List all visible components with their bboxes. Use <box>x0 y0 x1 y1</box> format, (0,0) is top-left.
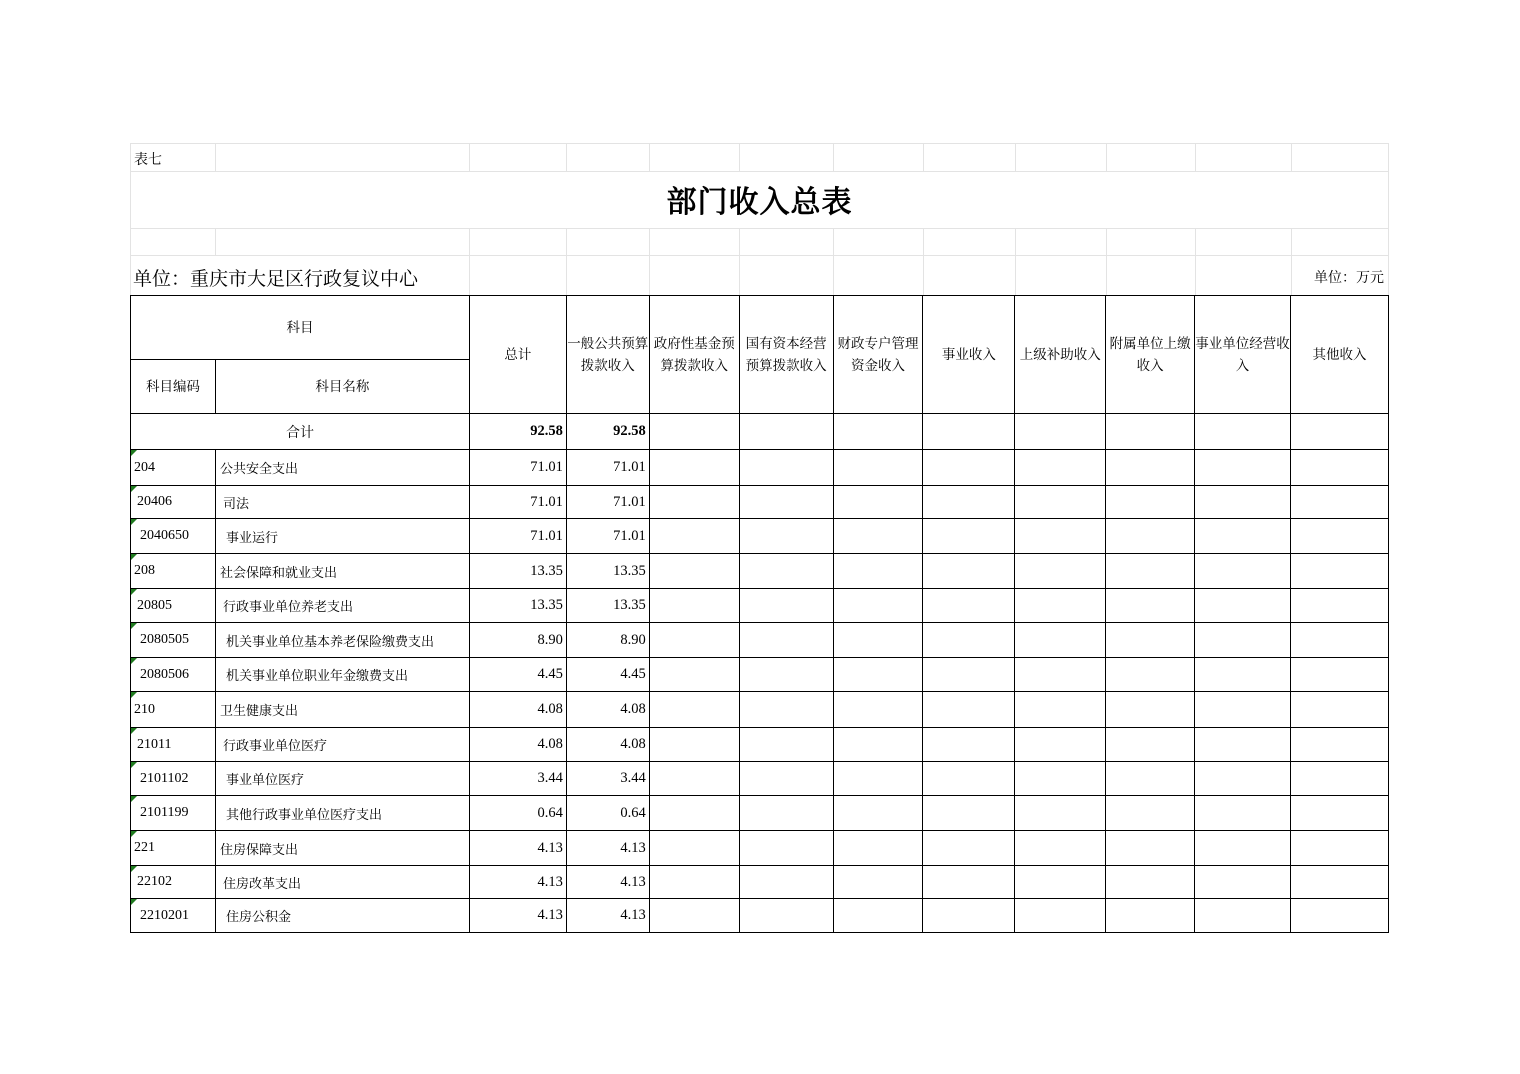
empty-cell <box>1106 899 1195 933</box>
header-state-capital: 国有资本经营预算拨款收入 <box>739 296 833 414</box>
cell-marker-icon <box>131 658 137 664</box>
cell-marker-icon <box>131 762 137 768</box>
empty-cell <box>833 692 923 728</box>
table-row <box>131 866 1389 899</box>
total-row <box>131 414 1389 450</box>
table-row <box>131 450 1389 486</box>
empty-cell <box>1291 831 1389 866</box>
subject-code: 21011 <box>137 736 172 752</box>
empty-cell <box>1291 658 1389 692</box>
table-row <box>131 589 1389 623</box>
subject-code-cell <box>131 658 216 692</box>
grid-line <box>1106 143 1107 171</box>
header-subject-code: 科目编码 <box>131 360 216 414</box>
table-row <box>131 554 1389 589</box>
empty-cell <box>923 554 1015 589</box>
empty-cell <box>923 414 1015 450</box>
empty-cell <box>1291 762 1389 796</box>
table-row <box>131 519 1389 554</box>
empty-cell <box>649 899 739 933</box>
empty-cell <box>1015 728 1106 762</box>
amount-general-budget: 4.13 <box>566 831 649 866</box>
table-number-label: 表七 <box>134 152 162 168</box>
subject-code: 22102 <box>137 874 172 889</box>
header-general-budget: 一般公共预算拨款收入 <box>566 296 649 414</box>
empty-cell <box>739 486 833 519</box>
amount-general-budget: 13.35 <box>566 554 649 589</box>
empty-cell <box>833 762 923 796</box>
empty-cell <box>1106 866 1195 899</box>
empty-cell <box>833 519 923 554</box>
empty-cell <box>1015 414 1106 450</box>
empty-cell <box>649 831 739 866</box>
amount-general-budget: 71.01 <box>566 519 649 554</box>
subject-code-cell <box>131 450 216 486</box>
empty-cell <box>1106 692 1195 728</box>
amount-general-budget: 4.08 <box>566 728 649 762</box>
amount-total: 4.13 <box>469 831 566 866</box>
empty-cell <box>1195 623 1291 658</box>
empty-cell <box>833 728 923 762</box>
empty-cell <box>833 486 923 519</box>
empty-cell <box>1195 486 1291 519</box>
empty-cell <box>1015 589 1106 623</box>
table-row <box>131 899 1389 933</box>
grid-line <box>833 143 834 171</box>
subject-code-cell <box>131 762 216 796</box>
empty-cell <box>923 796 1015 831</box>
subject-code-cell <box>131 831 216 866</box>
empty-cell <box>739 866 833 899</box>
empty-cell <box>649 519 739 554</box>
empty-cell <box>1195 589 1291 623</box>
cell-marker-icon <box>131 486 137 492</box>
subject-name: 住房公积金 <box>215 899 469 933</box>
subject-name: 公共安全支出 <box>215 450 469 486</box>
empty-cell <box>739 899 833 933</box>
empty-cell <box>649 866 739 899</box>
grid-line <box>130 143 1389 144</box>
subject-code-cell <box>131 589 216 623</box>
empty-cell <box>1015 450 1106 486</box>
amount-general-budget: 8.90 <box>566 623 649 658</box>
empty-cell <box>1015 554 1106 589</box>
empty-cell <box>649 554 739 589</box>
subject-code: 204 <box>134 459 155 475</box>
header-operating-income: 事业单位经营收入 <box>1195 296 1291 414</box>
empty-cell <box>739 692 833 728</box>
empty-cell <box>923 450 1015 486</box>
empty-cell <box>1291 414 1389 450</box>
empty-cell <box>1195 728 1291 762</box>
empty-cell <box>739 831 833 866</box>
empty-cell <box>923 692 1015 728</box>
empty-cell <box>923 866 1015 899</box>
amount-total: 71.01 <box>469 450 566 486</box>
subject-name: 司法 <box>215 486 469 519</box>
empty-cell <box>739 450 833 486</box>
empty-cell <box>923 899 1015 933</box>
subject-code: 2101199 <box>140 805 189 820</box>
empty-cell <box>923 519 1015 554</box>
empty-cell <box>739 589 833 623</box>
cell-marker-icon <box>131 728 137 734</box>
cell-marker-icon <box>131 450 137 456</box>
grid-line <box>649 143 650 171</box>
empty-cell <box>1015 866 1106 899</box>
empty-cell <box>1106 519 1195 554</box>
header-other-income: 其他收入 <box>1291 296 1389 414</box>
empty-cell <box>739 762 833 796</box>
amount-general-budget: 4.13 <box>566 866 649 899</box>
empty-cell <box>649 728 739 762</box>
empty-cell <box>1106 762 1195 796</box>
empty-cell <box>1195 414 1291 450</box>
subject-code: 20406 <box>137 494 172 509</box>
subject-name: 住房保障支出 <box>215 831 469 866</box>
grid-line <box>215 143 216 171</box>
amount-general-budget: 4.08 <box>566 692 649 728</box>
currency-unit-label: 单位：万元 <box>1314 270 1384 286</box>
header-affiliated-income: 附属单位上缴收入 <box>1106 296 1195 414</box>
empty-cell <box>833 658 923 692</box>
empty-cell <box>1291 866 1389 899</box>
empty-cell <box>1195 554 1291 589</box>
empty-cell <box>1195 899 1291 933</box>
subject-code-cell <box>131 866 216 899</box>
empty-cell <box>739 658 833 692</box>
amount-general-budget: 4.45 <box>566 658 649 692</box>
empty-cell <box>923 658 1015 692</box>
table-row <box>131 486 1389 519</box>
empty-cell <box>1291 554 1389 589</box>
amount-total: 4.08 <box>469 728 566 762</box>
empty-cell <box>649 623 739 658</box>
empty-cell <box>833 831 923 866</box>
amount-general-budget: 0.64 <box>566 796 649 831</box>
empty-cell <box>1015 623 1106 658</box>
grid-line <box>566 143 567 171</box>
empty-cell <box>1291 796 1389 831</box>
subject-code-cell <box>131 519 216 554</box>
subject-code-cell <box>131 692 216 728</box>
header-superior-subsidy: 上级补助收入 <box>1015 296 1106 414</box>
header-special-fund: 财政专户管理资金收入 <box>833 296 923 414</box>
empty-cell <box>649 762 739 796</box>
table-row <box>131 831 1389 866</box>
subject-code: 208 <box>134 563 155 578</box>
empty-cell <box>1106 486 1195 519</box>
empty-cell <box>739 414 833 450</box>
grid-line <box>130 255 1389 256</box>
grid-line <box>1195 228 1196 295</box>
empty-cell <box>923 623 1015 658</box>
empty-cell <box>833 554 923 589</box>
empty-cell <box>739 623 833 658</box>
amount-total: 4.45 <box>469 658 566 692</box>
grid-line <box>923 228 924 295</box>
empty-cell <box>1106 589 1195 623</box>
amount-total: 0.64 <box>469 796 566 831</box>
grid-line <box>1291 143 1292 171</box>
empty-cell <box>1106 414 1195 450</box>
empty-cell <box>1106 796 1195 831</box>
empty-cell <box>1195 866 1291 899</box>
total-label: 合计 <box>131 414 470 450</box>
empty-cell <box>1195 831 1291 866</box>
empty-cell <box>649 796 739 831</box>
subject-code: 2080506 <box>140 666 189 682</box>
empty-cell <box>649 450 739 486</box>
empty-cell <box>1106 831 1195 866</box>
grid-line <box>739 143 740 171</box>
grid-line <box>215 228 216 255</box>
table-row <box>131 762 1389 796</box>
grid-line <box>1015 228 1016 295</box>
subject-code-cell <box>131 623 216 658</box>
empty-cell <box>1015 899 1106 933</box>
cell-marker-icon <box>131 831 137 837</box>
subject-name: 住房改革支出 <box>215 866 469 899</box>
grid-line <box>469 143 470 171</box>
subject-name: 机关事业单位基本养老保险缴费支出 <box>215 623 469 658</box>
subject-name: 社会保障和就业支出 <box>215 554 469 589</box>
empty-cell <box>833 899 923 933</box>
empty-cell <box>1291 623 1389 658</box>
subject-code-cell <box>131 899 216 933</box>
amount-total: 8.90 <box>469 623 566 658</box>
empty-cell <box>1015 486 1106 519</box>
subject-code: 20805 <box>137 597 172 613</box>
amount-total: 4.13 <box>469 899 566 933</box>
subject-code: 221 <box>134 840 155 855</box>
empty-cell <box>833 589 923 623</box>
empty-cell <box>923 589 1015 623</box>
grid-line <box>1015 143 1016 171</box>
empty-cell <box>649 589 739 623</box>
subject-name: 行政事业单位医疗 <box>215 728 469 762</box>
amount-general-budget: 4.13 <box>566 899 649 933</box>
grid-line <box>469 228 470 295</box>
empty-cell <box>833 450 923 486</box>
empty-cell <box>1106 728 1195 762</box>
empty-cell <box>1106 450 1195 486</box>
cell-marker-icon <box>131 692 137 698</box>
subject-code-cell <box>131 486 216 519</box>
spreadsheet-page <box>130 143 1389 932</box>
amount-general-budget: 3.44 <box>566 762 649 796</box>
subject-name: 事业运行 <box>215 519 469 554</box>
empty-cell <box>1195 519 1291 554</box>
empty-cell <box>1106 623 1195 658</box>
grid-line <box>833 228 834 295</box>
empty-cell <box>739 519 833 554</box>
amount-total: 4.08 <box>469 692 566 728</box>
empty-cell <box>1015 762 1106 796</box>
grid-line <box>130 171 1389 172</box>
empty-cell <box>833 414 923 450</box>
subject-code-cell <box>131 796 216 831</box>
empty-cell <box>1291 486 1389 519</box>
empty-cell <box>649 414 739 450</box>
subject-name: 卫生健康支出 <box>215 692 469 728</box>
page-title: 部门收入总表 <box>666 185 853 220</box>
empty-cell <box>739 796 833 831</box>
empty-cell <box>649 658 739 692</box>
grid-line <box>1291 228 1292 295</box>
amount-total: 71.01 <box>469 486 566 519</box>
subject-code: 2040650 <box>140 528 189 543</box>
header-total: 总计 <box>469 296 566 414</box>
amount-total: 4.13 <box>469 866 566 899</box>
income-summary-table <box>130 295 1389 933</box>
subject-name: 机关事业单位职业年金缴费支出 <box>215 658 469 692</box>
empty-cell <box>649 692 739 728</box>
cell-marker-icon <box>131 796 137 802</box>
grid-line <box>1195 143 1196 171</box>
subject-code: 2080505 <box>140 632 189 647</box>
empty-cell <box>1015 796 1106 831</box>
header-subject-name: 科目名称 <box>215 360 469 414</box>
empty-cell <box>739 728 833 762</box>
table-row <box>131 623 1389 658</box>
grid-line <box>923 143 924 171</box>
empty-cell <box>1195 762 1291 796</box>
header-subject: 科目 <box>131 296 470 360</box>
total-amount: 92.58 <box>469 414 566 450</box>
empty-cell <box>1195 692 1291 728</box>
cell-marker-icon <box>131 899 137 905</box>
empty-cell <box>649 486 739 519</box>
subject-code-cell <box>131 554 216 589</box>
amount-total: 71.01 <box>469 519 566 554</box>
empty-cell <box>1106 658 1195 692</box>
grid-line <box>739 228 740 295</box>
subject-name: 事业单位医疗 <box>215 762 469 796</box>
total-general-budget: 92.58 <box>566 414 649 450</box>
header-business-income: 事业收入 <box>923 296 1015 414</box>
empty-cell <box>833 623 923 658</box>
empty-cell <box>1195 658 1291 692</box>
empty-cell <box>1291 899 1389 933</box>
empty-cell <box>1291 450 1389 486</box>
table-row <box>131 692 1389 728</box>
empty-cell <box>1291 692 1389 728</box>
empty-cell <box>1106 554 1195 589</box>
amount-general-budget: 71.01 <box>566 450 649 486</box>
amount-general-budget: 71.01 <box>566 486 649 519</box>
subject-code-cell <box>131 728 216 762</box>
subject-code: 2210201 <box>140 907 189 923</box>
empty-cell <box>923 831 1015 866</box>
subject-name: 行政事业单位养老支出 <box>215 589 469 623</box>
subject-code: 2101102 <box>140 770 189 786</box>
empty-cell <box>1291 728 1389 762</box>
table-row <box>131 796 1389 831</box>
table-row <box>131 728 1389 762</box>
cell-marker-icon <box>131 623 137 629</box>
empty-cell <box>923 486 1015 519</box>
subject-code: 210 <box>134 701 155 717</box>
subject-name: 其他行政事业单位医疗支出 <box>215 796 469 831</box>
empty-cell <box>1015 519 1106 554</box>
amount-total: 13.35 <box>469 589 566 623</box>
grid-line <box>566 228 567 295</box>
empty-cell <box>923 762 1015 796</box>
amount-total: 13.35 <box>469 554 566 589</box>
grid-line <box>130 228 1389 229</box>
unit-organization-label: 单位：重庆市大足区行政复议中心 <box>133 268 419 290</box>
empty-cell <box>1015 831 1106 866</box>
grid-line <box>649 228 650 295</box>
empty-cell <box>739 554 833 589</box>
cell-marker-icon <box>131 519 137 525</box>
empty-cell <box>1291 519 1389 554</box>
cell-marker-icon <box>131 866 137 872</box>
empty-cell <box>1015 658 1106 692</box>
empty-cell <box>1291 589 1389 623</box>
grid-line <box>1106 228 1107 295</box>
empty-cell <box>1015 692 1106 728</box>
amount-total: 3.44 <box>469 762 566 796</box>
empty-cell <box>833 796 923 831</box>
empty-cell <box>923 728 1015 762</box>
amount-general-budget: 13.35 <box>566 589 649 623</box>
cell-marker-icon <box>131 589 137 595</box>
table-row <box>131 658 1389 692</box>
empty-cell <box>1195 796 1291 831</box>
empty-cell <box>1195 450 1291 486</box>
empty-cell <box>833 866 923 899</box>
cell-marker-icon <box>131 554 137 560</box>
header-gov-fund: 政府性基金预算拨款收入 <box>649 296 739 414</box>
